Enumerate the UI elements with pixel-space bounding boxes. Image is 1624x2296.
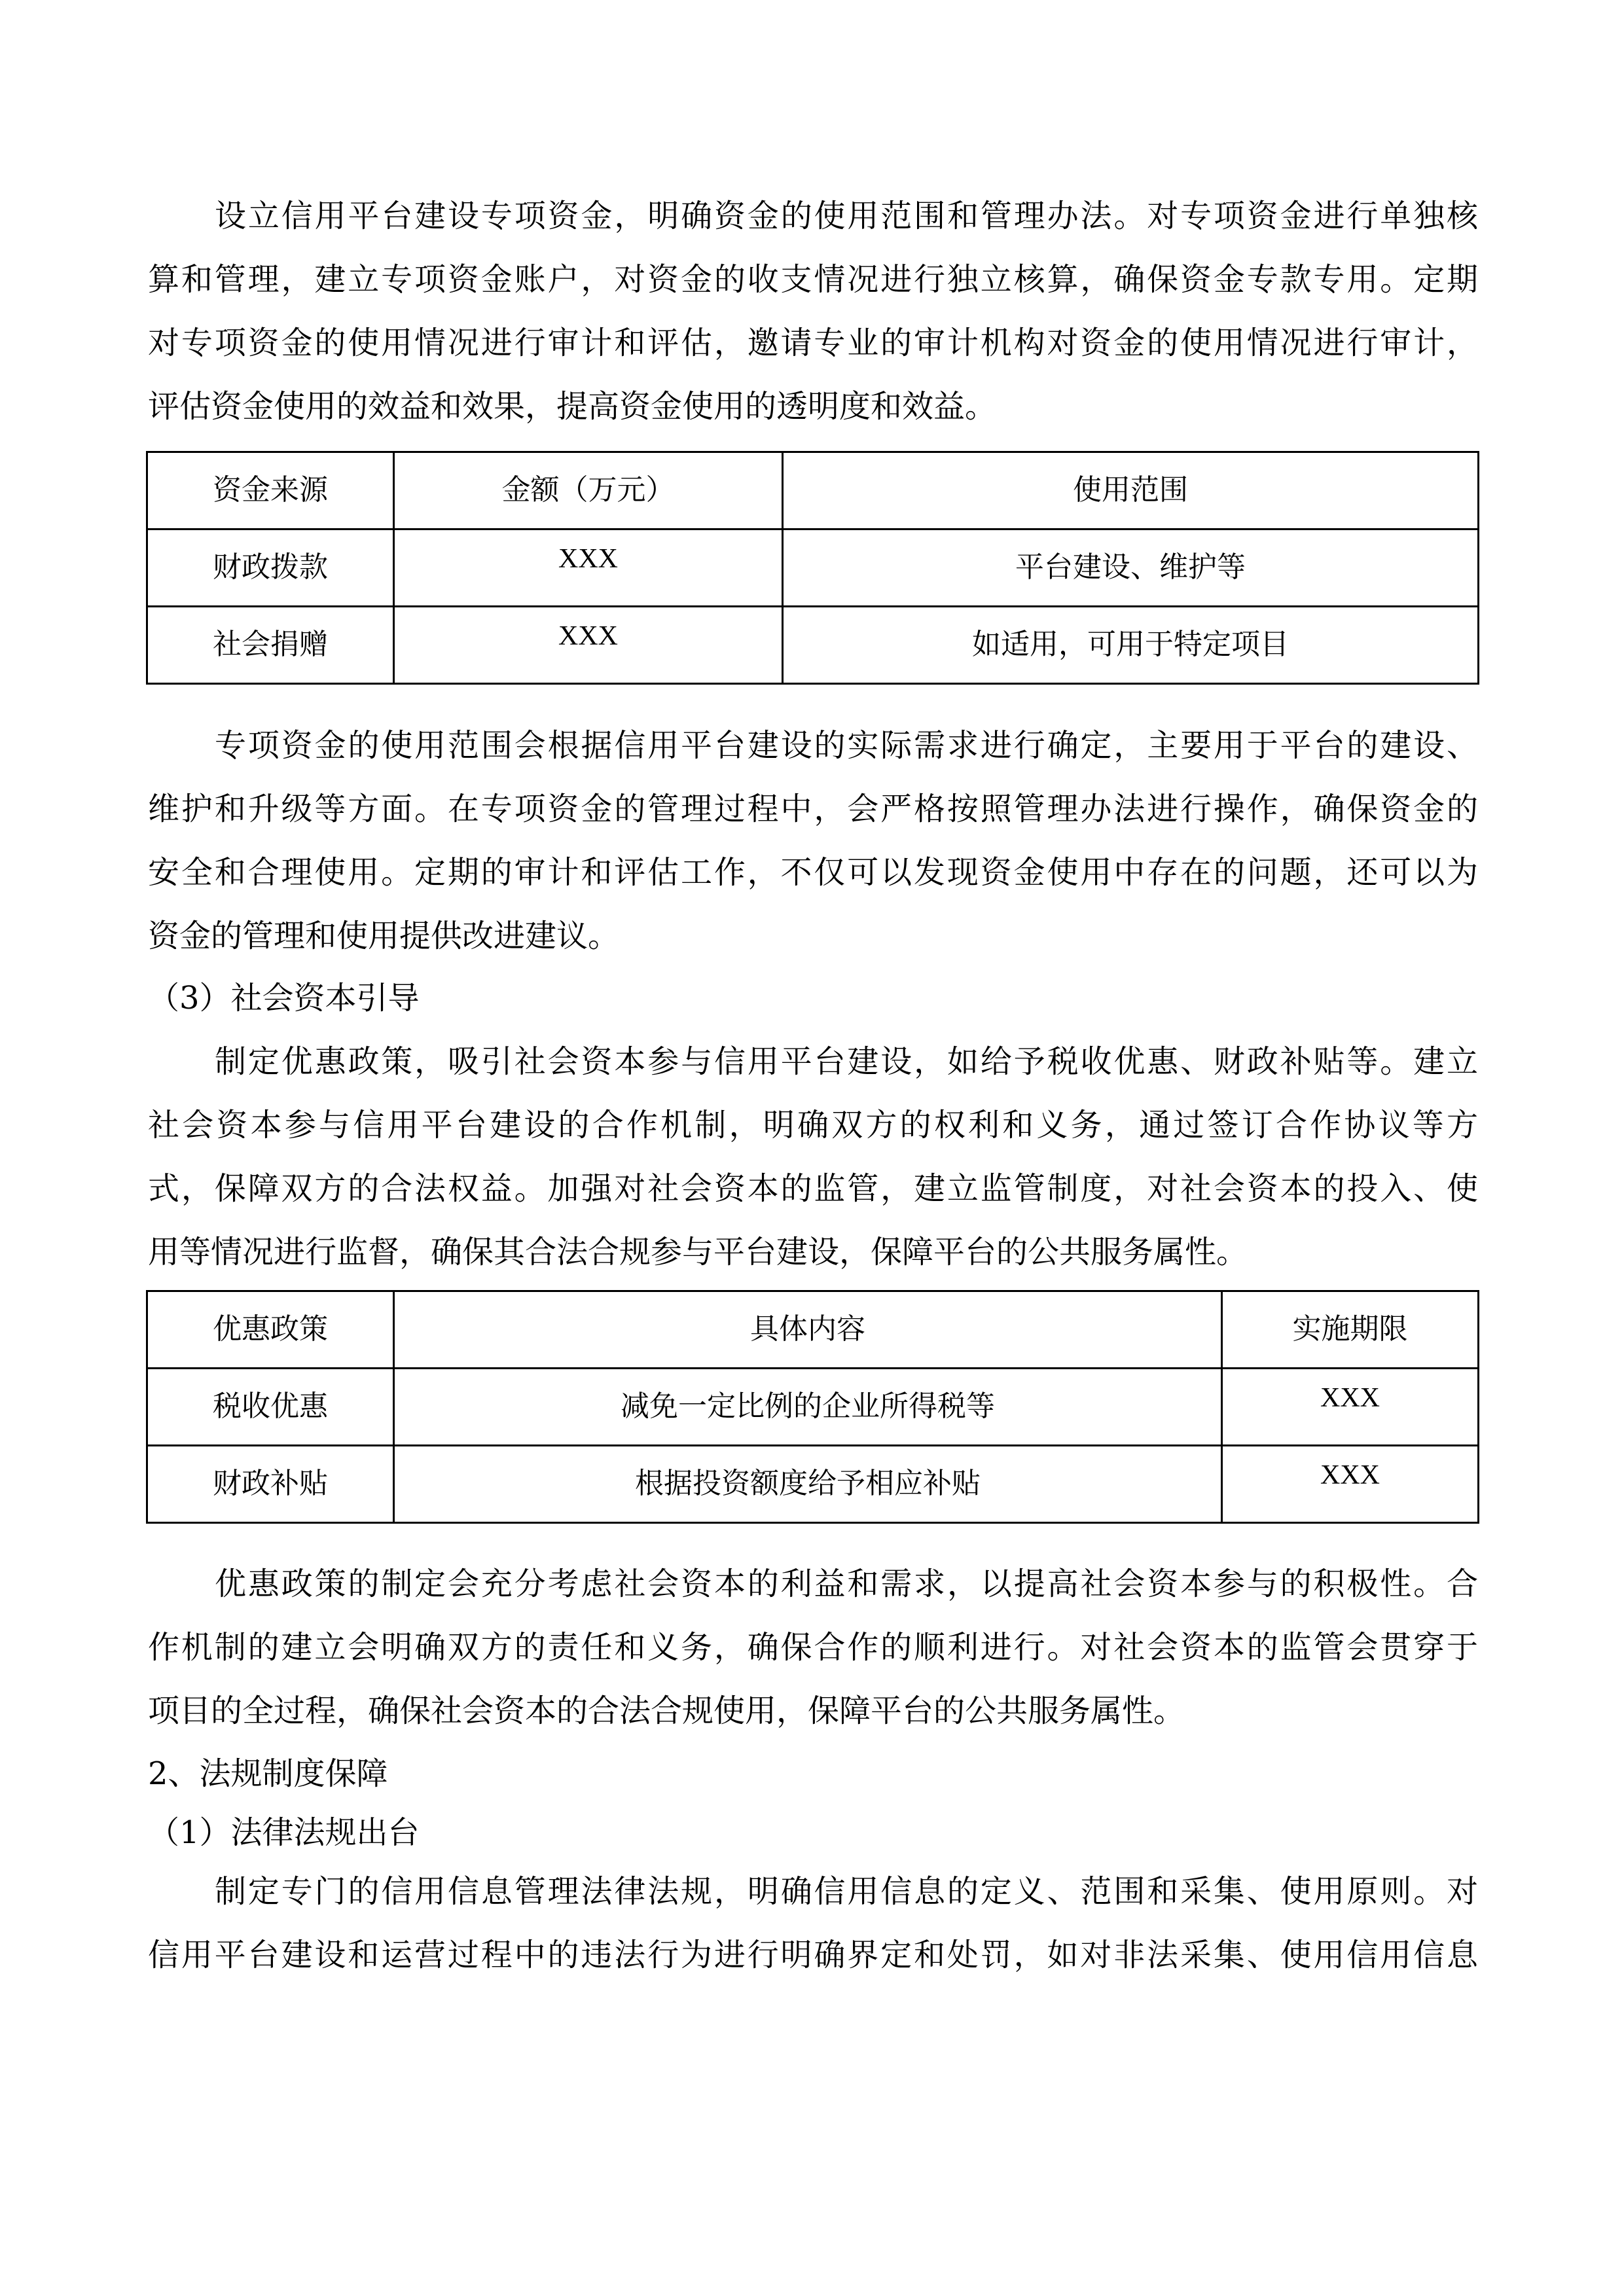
table-header-cell: 具体内容 xyxy=(394,1291,1222,1369)
table-header-cell: 使用范围 xyxy=(783,452,1479,529)
table-row xyxy=(147,1446,1479,1523)
text-line: 算和管理，建立专项资金账户，对资金的收支情况进行独立核算，确保资金专款专用。定期 xyxy=(148,261,1478,298)
table-cell: 根据投资额度给予相应补贴 xyxy=(394,1446,1222,1523)
funds-table xyxy=(146,451,1479,685)
table-cell: 财政补贴 xyxy=(147,1446,394,1523)
table-cell: 平台建设、维护等 xyxy=(783,529,1479,607)
text-line: 制定优惠政策，吸引社会资本参与信用平台建设，如给予税收优惠、财政补贴等。建立 xyxy=(215,1043,1478,1080)
text-line: 制定专门的信用信息管理法律法规，明确信用信息的定义、范围和采集、使用原则。对 xyxy=(215,1873,1478,1910)
text-line: 专项资金的使用范围会根据信用平台建设的实际需求进行确定，主要用于平台的建设、 xyxy=(215,727,1478,764)
text-line: 式，保障双方的合法权益。加强对社会资本的监管，建立监管制度，对社会资本的投入、使 xyxy=(148,1170,1478,1207)
text-line: 优惠政策的制定会充分考虑社会资本的利益和需求，以提高社会资本参与的积极性。合 xyxy=(215,1566,1478,1602)
text-line: 评估资金使用的效益和效果，提高资金使用的透明度和效益。 xyxy=(148,388,997,425)
text-line: 安全和合理使用。定期的审计和评估工作，不仅可以发现资金使用中存在的问题，还可以为 xyxy=(148,854,1478,891)
text-line: 维护和升级等方面。在专项资金的管理过程中，会严格按照管理办法进行操作，确保资金的 xyxy=(148,791,1478,827)
policies-table xyxy=(146,1290,1479,1524)
table-row xyxy=(147,1369,1479,1446)
table-cell: XXX xyxy=(1222,1446,1479,1523)
text-line: 项目的全过程，确保社会资本的合法合规使用，保障平台的公共服务属性。 xyxy=(148,1693,1185,1729)
table-cell: 财政拨款 xyxy=(147,529,394,607)
table-cell: XXX xyxy=(1222,1369,1479,1446)
section-heading-regulations: 2、法规制度保障 xyxy=(148,1755,388,1792)
table-row xyxy=(147,607,1479,684)
text-line: 社会资本参与信用平台建设的合作机制，明确双方的权利和义务，通过签订合作协议等方 xyxy=(148,1107,1478,1143)
text-line: 信用平台建设和运营过程中的违法行为进行明确界定和处罚，如对非法采集、使用信用信息 xyxy=(148,1937,1478,1973)
subheading-laws: （1）法律法规出台 xyxy=(148,1814,420,1851)
table-cell: 减免一定比例的企业所得税等 xyxy=(394,1369,1222,1446)
table-cell: 税收优惠 xyxy=(147,1369,394,1446)
table-header-cell: 资金来源 xyxy=(147,452,394,529)
text-line: 对专项资金的使用情况进行审计和评估，邀请专业的审计机构对资金的使用情况进行审计， xyxy=(148,325,1478,361)
table-cell: XXX xyxy=(394,607,783,684)
text-line: 设立信用平台建设专项资金，明确资金的使用范围和管理办法。对专项资金进行单独核 xyxy=(215,198,1478,234)
subheading-social-capital: （3）社会资本引导 xyxy=(148,980,420,1016)
table-header-row xyxy=(147,452,1479,529)
table-header-cell: 实施期限 xyxy=(1222,1291,1479,1369)
text-line: 资金的管理和使用提供改进建议。 xyxy=(148,918,620,954)
table-header-row xyxy=(147,1291,1479,1369)
table-header-cell: 金额（万元） xyxy=(394,452,783,529)
table-row xyxy=(147,529,1479,607)
text-line: 用等情况进行监督，确保其合法合规参与平台建设，保障平台的公共服务属性。 xyxy=(148,1234,1248,1270)
table-cell: 如适用，可用于特定项目 xyxy=(783,607,1479,684)
table-cell: XXX xyxy=(394,529,783,607)
table-header-cell: 优惠政策 xyxy=(147,1291,394,1369)
text-line: 作机制的建立会明确双方的责任和义务，确保合作的顺利进行。对社会资本的监管会贯穿于 xyxy=(148,1629,1478,1666)
table-cell: 社会捐赠 xyxy=(147,607,394,684)
